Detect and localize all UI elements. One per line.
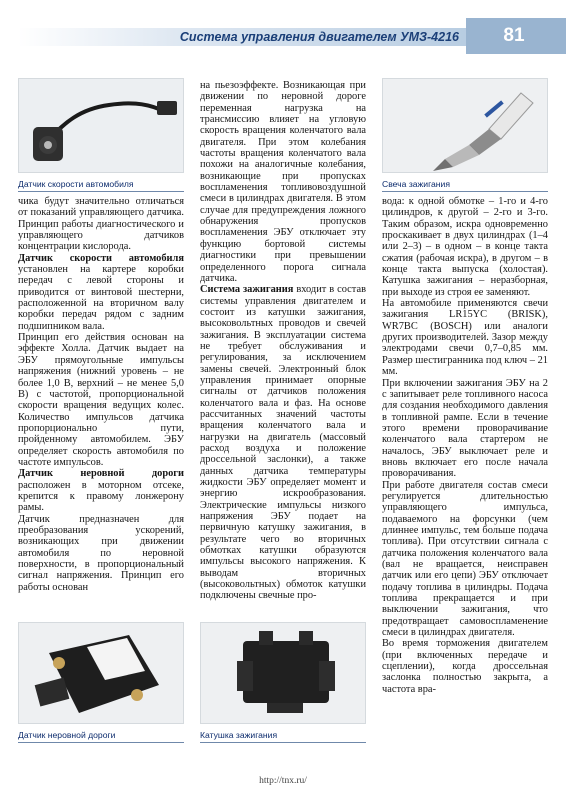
speed-sensor-photo xyxy=(18,78,184,173)
term-rough-road-sensor: Датчик неровной дороги xyxy=(18,468,184,480)
ignition-coil-photo xyxy=(200,622,366,724)
paragraph xyxy=(200,284,366,602)
paragraph: вода: к одной обмотке – 1-го и 4-го цилиндров, к другой – 2-го и 3-го. Таким образом, искра одновременно проскакивает в двух цилиндрах (1–4 или 2–3) – в одном – в конце такта сжатия (рабочая искра), в другом – в конце такта выпуска (холостая). Катушка зажигания – неразборная, при выходе из строя ее заменяют. xyxy=(382,196,548,298)
ignition-coil-caption: Катушка зажигания xyxy=(200,730,278,740)
text-column-1 xyxy=(18,196,184,593)
paragraph: на пьезоэффекте. Возникающая при движении по неровной дороге переменная нагрузка на трансмиссию влияет на угловую скорость вращения коленчатого вала двигателя. При этом колебания частоты вращения коленчатого вала похожи на аналогичные колебания, возникающие при пропусках воспламенения топливовоздушной смеси в цилиндрах двигателя. В этом случае для предупреждения ложного обнаружения пропусков воспламенения ЭБУ отключает эту функцию бортовой системы диагностики при превышении определенного порога сигнала датчика. xyxy=(200,80,366,284)
caption-rule xyxy=(18,742,184,743)
speed-sensor-caption: Датчик скорости автомобиля xyxy=(18,179,134,189)
caption-rule xyxy=(18,191,184,192)
page-title: Система управления двигателем УМЗ-4216 xyxy=(179,30,459,44)
paragraph: чика будут значительно отличаться от показаний управляющего датчика. Принцип работы диагностического и управляющего датчиков концентрации кислорода. xyxy=(18,196,184,253)
caption-rule xyxy=(382,191,548,192)
paragraph xyxy=(18,253,184,332)
rough-road-sensor-caption: Датчик неровной дороги xyxy=(18,730,116,740)
page-number: 81 xyxy=(503,25,525,46)
paragraph: На автомобиле применяются свечи зажигания LR15YC (BRISK), WR7BC (BOSCH) или аналоги других производителей. Зазор между электродами свечи 0,7–0,85 мм. Размер шестигранника под ключ – 21 мм. xyxy=(382,298,548,378)
paragraph: При работе двигателя состав смеси регулируется длительностью управляющего импульса, подаваемого на форсунки (чем длиннее импульс, тем больше подача топлива). При отсутствии сигнала с датчика положения коленчатого вала (вал не вращается, неисправен датчик или его цепи) ЭБУ отключает подачу топлива в цилиндры. Подача топлива прекращается и при выключении зажигания, что предотвращает самовоспламенение смеси в цилиндрах двигателя. xyxy=(382,479,548,639)
term-speed-sensor: Датчик скорости автомобиля xyxy=(18,252,184,264)
paragraph-text: входит в состав системы управления двигателем и состоит из катушки зажигания, высоковольтных проводов и свечей зажигания. В эксплуатации система не требует обслуживания и регулирования, за исключением замены свечей. Электронный блок управления принимает опорные сигналы от датчиков положения коленчатого вала и фаз. На основе рассчитанных значений частоты вращения коленчатого вала и нагрузки на двигатель (массовый расход воздуха и положение дроссельной заслонки), а также данных датчика температуры жидкости ЭБУ определяет момент и энергию искрообразования. Электрические импульсы низкого напряжения ЭБУ подает на первичную катушку зажигания, в результате чего во вторичных обмотках катушки образуются импульсы высокого напряжения. К выводам вторичных (высоковольтных) обмоток катушки подключены свечные про- xyxy=(200,284,366,602)
rough-road-sensor-photo xyxy=(18,622,184,724)
text-column-2 xyxy=(200,80,366,602)
caption-rule xyxy=(200,742,366,743)
term-ignition-system: Система зажигания xyxy=(200,284,294,296)
paragraph: Датчик предназначен для преобразования ускорений, возникающих при движении автомобиля по неровной поверхности, в пропорциональный сигнал напряжения. Принцип его работы основан xyxy=(18,513,184,593)
paragraph: Во время торможения двигателем (при включенных передаче и сцеплении), когда дроссельная заслонка полностью закрыта, а частота вра- xyxy=(382,638,548,695)
paragraph xyxy=(18,468,184,513)
text-column-3 xyxy=(382,196,548,695)
spark-plug-photo xyxy=(382,78,548,173)
paragraph: При включении зажигания ЭБУ на 2 с запитывает реле топливного насоса для создания необходимого давления в топливной рампе. Если в течение этого времени проворачивание коленчатого вала стартером не началось, ЭБУ выключает реле и вновь включает его после начала проворачивания. xyxy=(382,377,548,480)
paragraph-text: установлен на картере коробки передач с левой стороны и приводится от винтовой шестерни, расположенной на вторичном валу коробки передач рядом с задним подшипником вала. xyxy=(18,264,184,332)
paragraph-text: расположен в моторном отсеке, крепится к правому лонжерону рамы. xyxy=(18,479,184,514)
spark-plug-caption: Свеча зажигания xyxy=(382,179,451,189)
paragraph: Принцип его действия основан на эффекте Холла. Датчик выдает на ЭБУ прямоугольные импульсы напряжения (нижний уровень – не более 1,0 В, верхний – не менее 5,0 В) с частотой, пропорциональной скорости вращения ведущих колес. Количество импульсов датчика пропорционально пути, пройденному автомобилем. ЭБУ определяет скорость автомобиля по частоте импульсов. xyxy=(18,332,184,468)
footer-url: http://tnx.ru/ xyxy=(259,776,307,786)
